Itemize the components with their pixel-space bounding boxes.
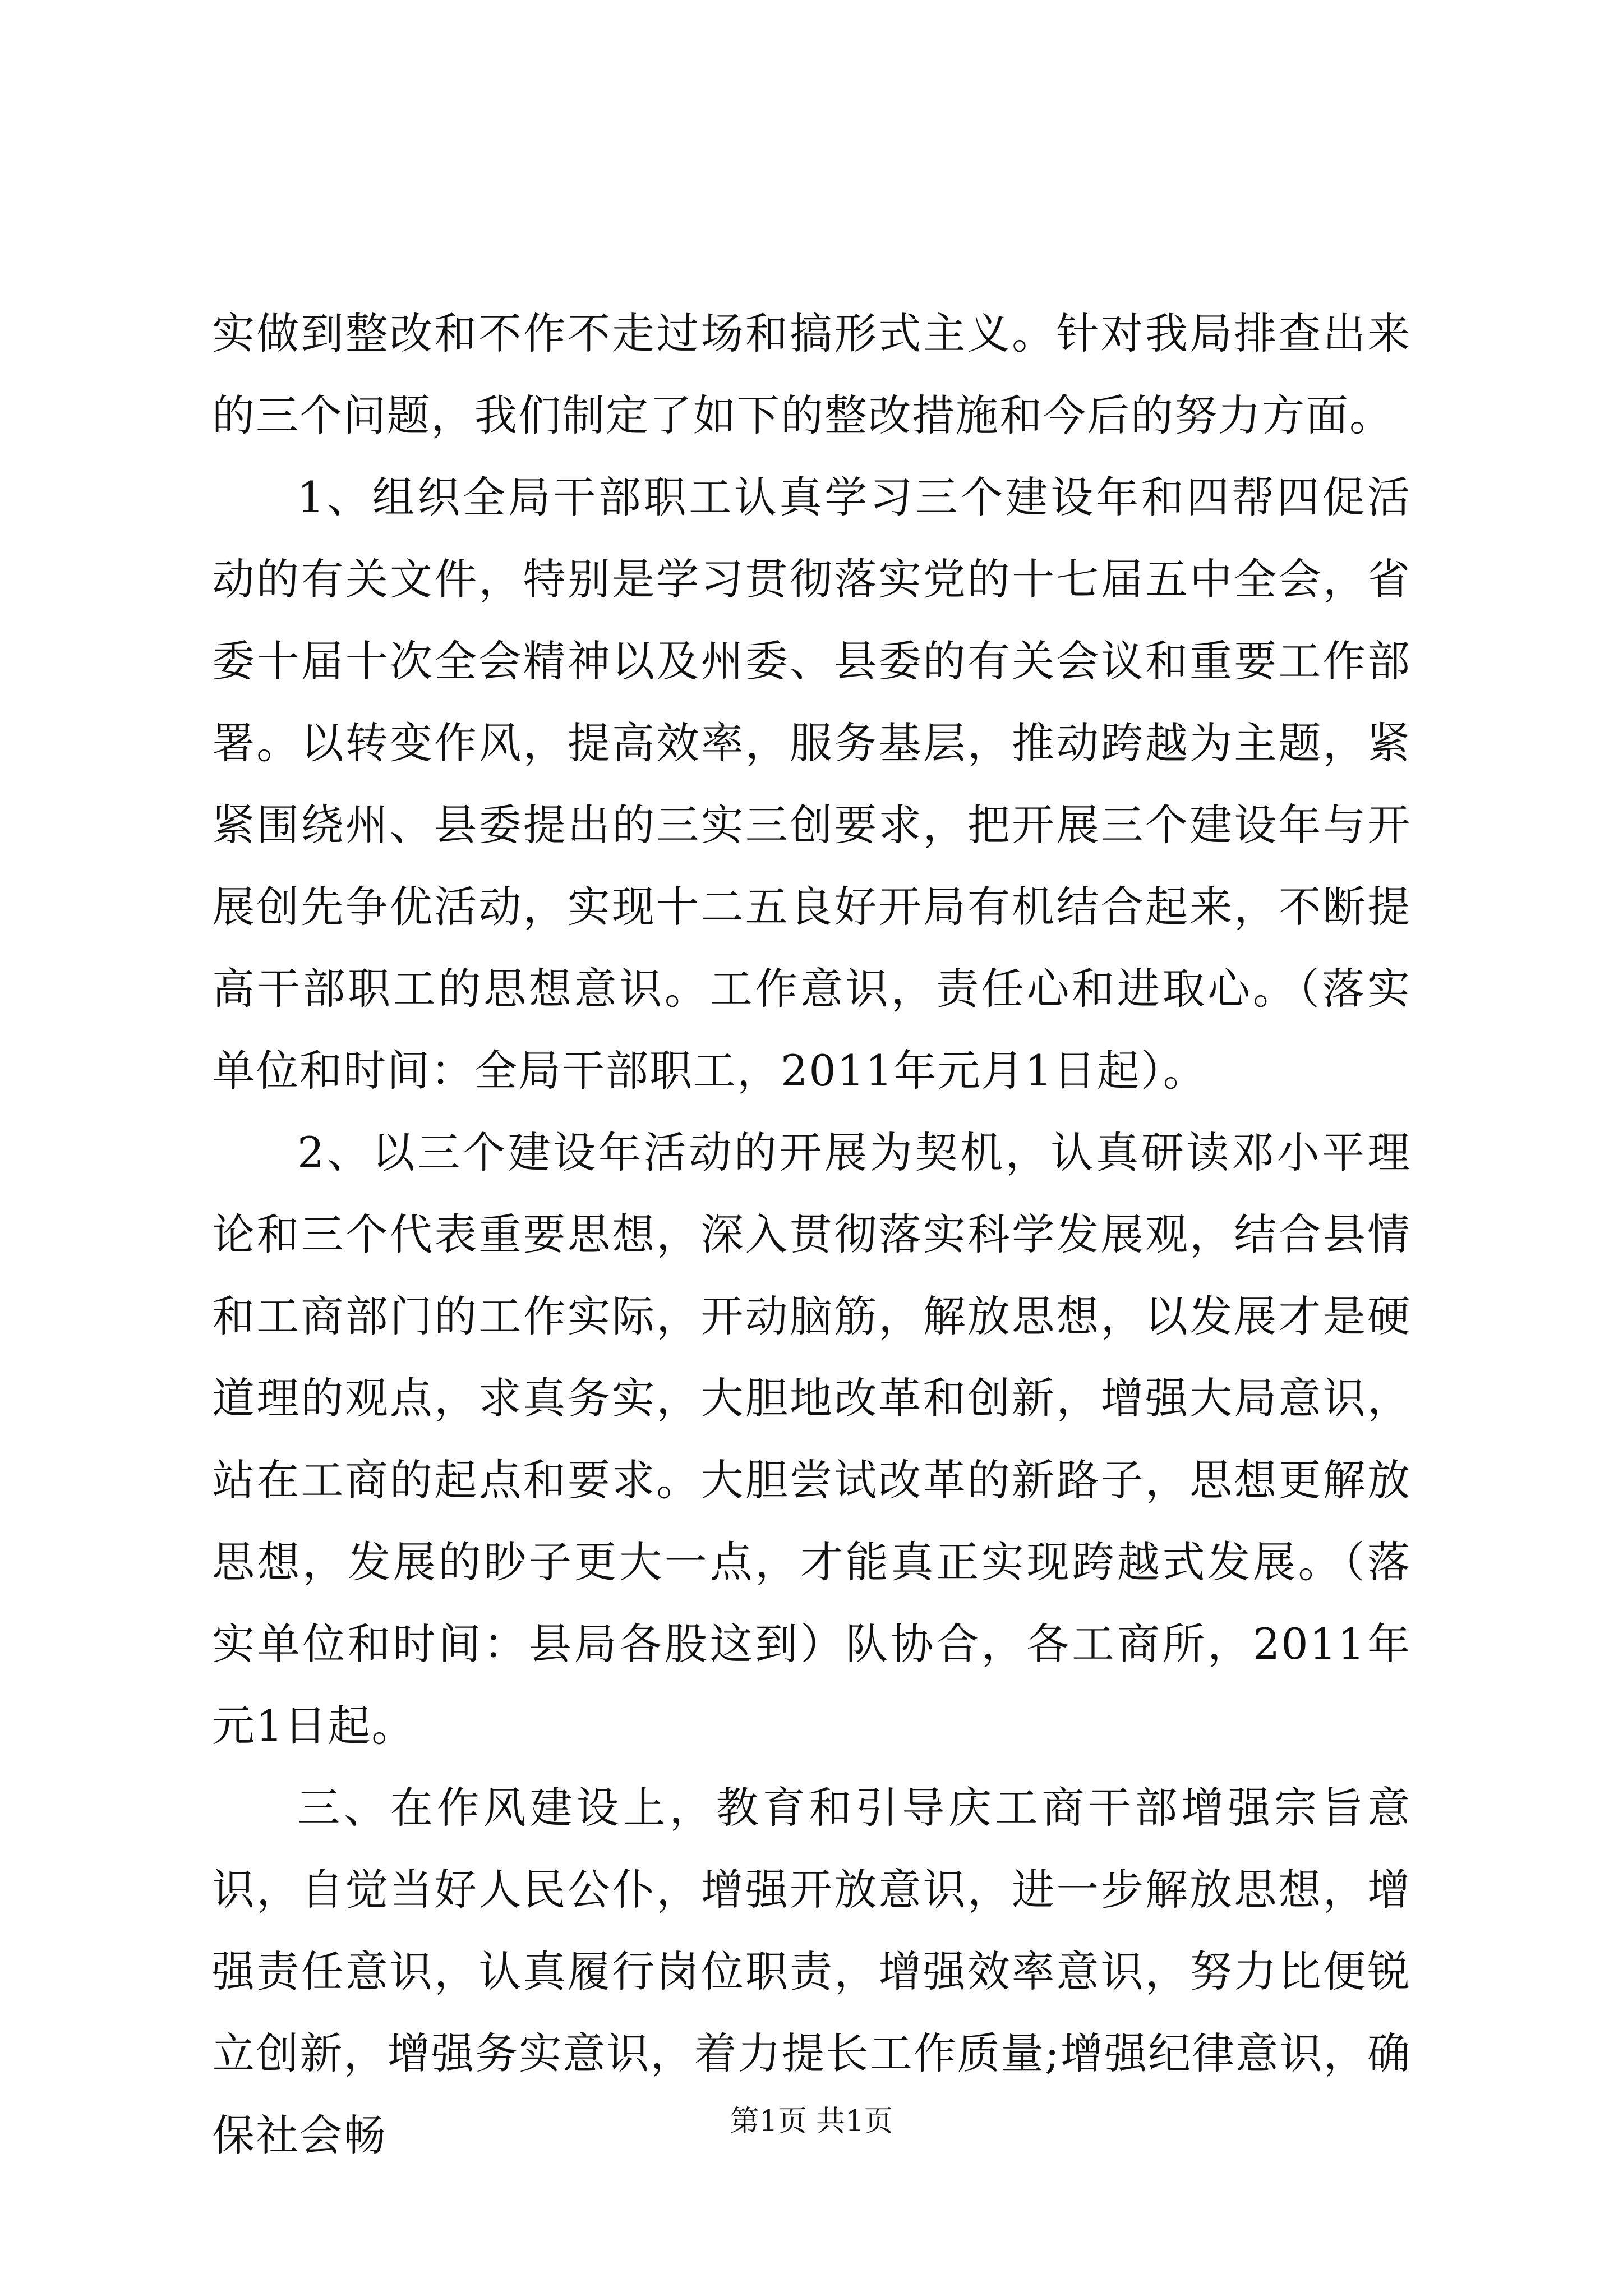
paragraph-item-2: 2、以三个建设年活动的开展为契机，认真研读邓小平理论和三个代表重要思想，深入贯彻落实科学发展观，结合县情和工商部门的工作实际，开动脑筋，解放思想，以发展才是硬道理的观点，求真务实，大胆地改革和创新，增强大局意识，站在工商的起点和要求。大胆尝试改革的新路子，思想更解放思想，发展的眇子更大一点，才能真正实现跨越式发展。（落实单位和时间：县局各股这到）队协合，各工商所，2011年元1日起。: [212, 1128, 1411, 1751]
page-footer: [0, 2105, 1623, 2138]
paragraph-intro-continuation: 实做到整改和不作不走过场和搞形式主义。针对我局排查出来的三个问题，我们制定了如下的整改措施和今后的努力方面。: [212, 309, 1411, 440]
paragraph-item-1: 1、组织全局干部职工认真学习三个建设年和四帮四促活动的有关文件，特别是学习贯彻落实党的十七届五中全会，省委十届十次全会精神以及州委、县委的有关会议和重要工作部署。以转变作风，提高效率，服务基层，推动跨越为主题，紧紧围绕州、县委提出的三实三创要求，把开展三个建设年与开展创先争优活动，实现十二五良好开局有机结合起来，不断提高干部职工的思想意识。工作意识，责任心和进取心。（落实单位和时间：全局干部职工，2011年元月1日起）。: [212, 472, 1411, 1096]
page-number-label: 第1页 共1页: [730, 2105, 893, 2138]
paragraph-item-3: 三、在作风建设上，教育和引导庆工商干部增强宗旨意识，自觉当好人民公仆，增强开放意识，进一步解放思想，增强责任意识，认真履行岗位职责，增强效率意识，努力比便锐立创新，增强务实意识，着力提长工作质量;增强纪律意识，确保社会畅: [212, 1783, 1411, 2160]
document-body: [212, 293, 1411, 2177]
